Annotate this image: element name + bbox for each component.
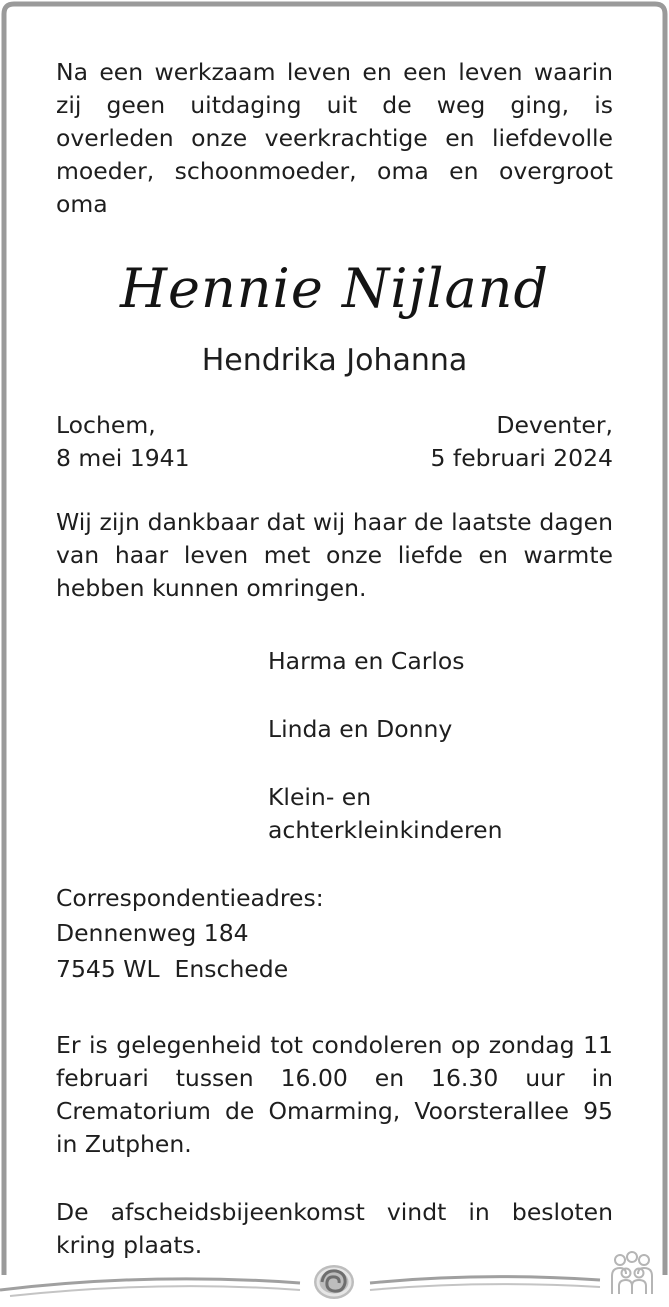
death-date: 5 februari 2024 [430, 444, 613, 472]
birth-place: Lochem, [56, 411, 156, 439]
family-member: Harma en Carlos [268, 647, 465, 675]
intro-text: Na een werkzaam leven en een leven waarin zij geen uitdaging uit de weg ging, is overleden onze veerkrachtige en liefdevolle moeder, schoonmoeder, oma en overgroot oma [56, 58, 613, 218]
family-member: Klein- en achterkleinkinderen [268, 783, 503, 844]
condolence-text: Er is gelegenheid tot condoleren op zondag 11 februari tussen 16.00 en 16.30 uur in Crematorium de Omarming, Voorsterallee 95 in Zutphen. [56, 1031, 613, 1158]
farewell-text: De afscheidsbijeenkomst vindt in besloten kring plaats. [56, 1198, 613, 1259]
birth-death-row [56, 409, 613, 475]
correspondence-address [56, 882, 613, 987]
birth-info [56, 409, 190, 475]
family-list [268, 645, 613, 847]
rose-swirl-icon [310, 1262, 358, 1302]
gratitude-text: Wij zijn dankbaar dat wij haar de laatste dagen van haar leven met onze liefde en warmte hebben kunnen omringen. [56, 508, 613, 602]
address-city: 7545 WL Enschede [56, 955, 289, 983]
deceased-name: Hennie Nijland [119, 257, 550, 320]
death-info [431, 409, 614, 475]
deceased-full-name: Hendrika Johanna [201, 343, 468, 378]
address-label: Correspondentieadres: [56, 884, 324, 912]
family-member: Linda en Donny [268, 715, 453, 743]
birth-date: 8 mei 1941 [56, 444, 190, 472]
death-place: Deventer, [496, 411, 613, 439]
people-group-icon [606, 1250, 658, 1296]
address-street: Dennenweg 184 [56, 919, 249, 947]
obituary-content [56, 56, 613, 1262]
